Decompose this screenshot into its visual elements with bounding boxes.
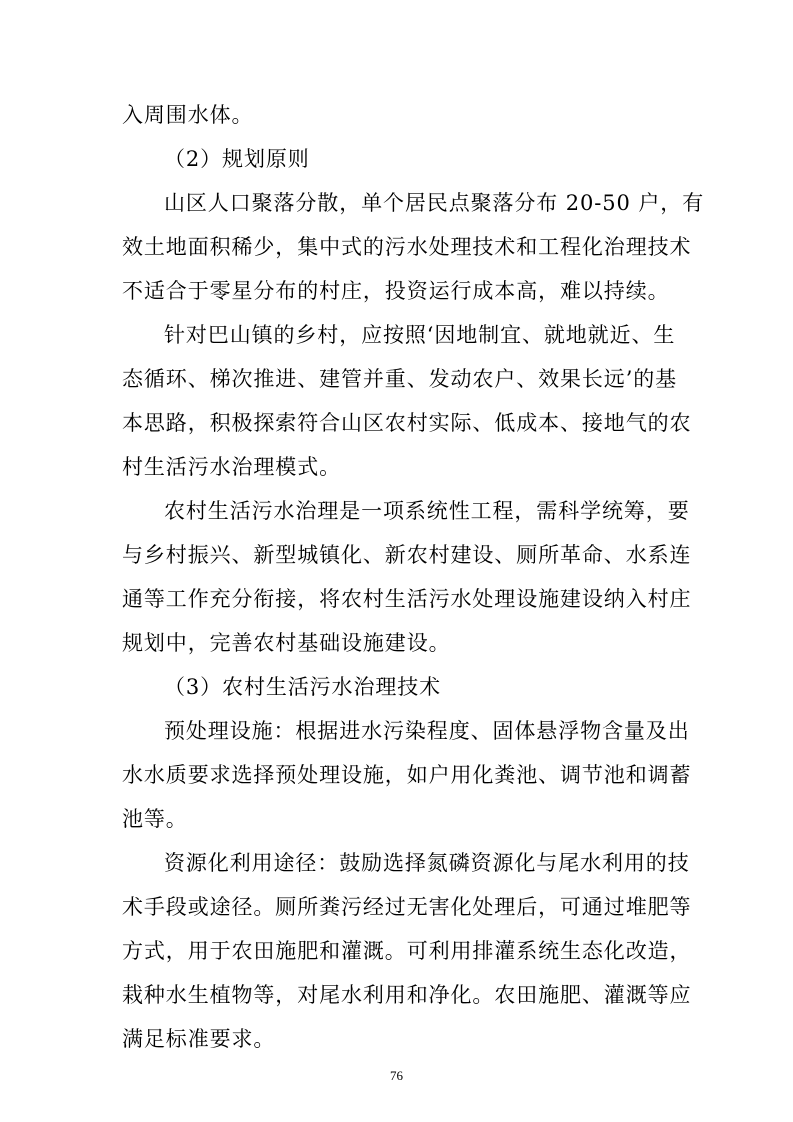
- paragraph-line: 针对巴山镇的乡村，应按照‘因地制宜、就地就近、生: [164, 323, 676, 347]
- paragraph-line: 水水质要求选择预处理设施，如户用化粪池、调节池和调蓄: [122, 763, 692, 787]
- section-heading-planning-principles: （2）规划原则: [164, 147, 310, 171]
- paragraph-line: 资源化利用途径：鼓励选择氮磷资源化与尾水利用的技: [164, 851, 690, 875]
- paragraph-line: 满足标准要求。: [122, 1027, 276, 1051]
- continuation-line: 入周围水体。: [122, 103, 254, 127]
- paragraph-line: 与乡村振兴、新型城镇化、新农村建设、厕所革命、水系连: [122, 543, 692, 567]
- paragraph-line: 栽种水生植物等，对尾水利用和净化。农田施肥、灌溉等应: [122, 983, 692, 1007]
- paragraph-line: 山区人口聚落分散，单个居民点聚落分布 20-50 户，有: [164, 191, 705, 215]
- paragraph-line: 通等工作充分衔接，将农村生活污水处理设施建设纳入村庄: [122, 587, 692, 611]
- paragraph-line: 效土地面积稀少，集中式的污水处理技术和工程化治理技术: [122, 235, 692, 259]
- paragraph-line: 农村生活污水治理是一项系统性工程，需科学统筹，要: [164, 499, 690, 523]
- paragraph-line: 规划中，完善农村基础设施建设。: [122, 631, 451, 655]
- paragraph-line: 术手段或途径。厕所粪污经过无害化处理后，可通过堆肥等: [122, 895, 692, 919]
- page-number: 76: [390, 1068, 403, 1083]
- paragraph-line: 池等。: [122, 807, 188, 831]
- paragraph-line: 不适合于零星分布的村庄，投资运行成本高，难以持续。: [122, 279, 670, 303]
- paragraph-line: 态循环、梯次推进、建管并重、发动农户、效果长远’的基: [122, 367, 678, 391]
- paragraph-line: 预处理设施：根据进水污染程度、固体悬浮物含量及出: [164, 719, 690, 743]
- section-heading-sewage-treatment-technology: （3）农村生活污水治理技术: [164, 675, 442, 699]
- paragraph-line: 村生活污水治理模式。: [122, 455, 341, 479]
- paragraph-line: 本思路，积极探索符合山区农村实际、低成本、接地气的农: [122, 411, 692, 435]
- paragraph-line: 方式，用于农田施肥和灌溉。可利用排灌系统生态化改造，: [122, 939, 692, 963]
